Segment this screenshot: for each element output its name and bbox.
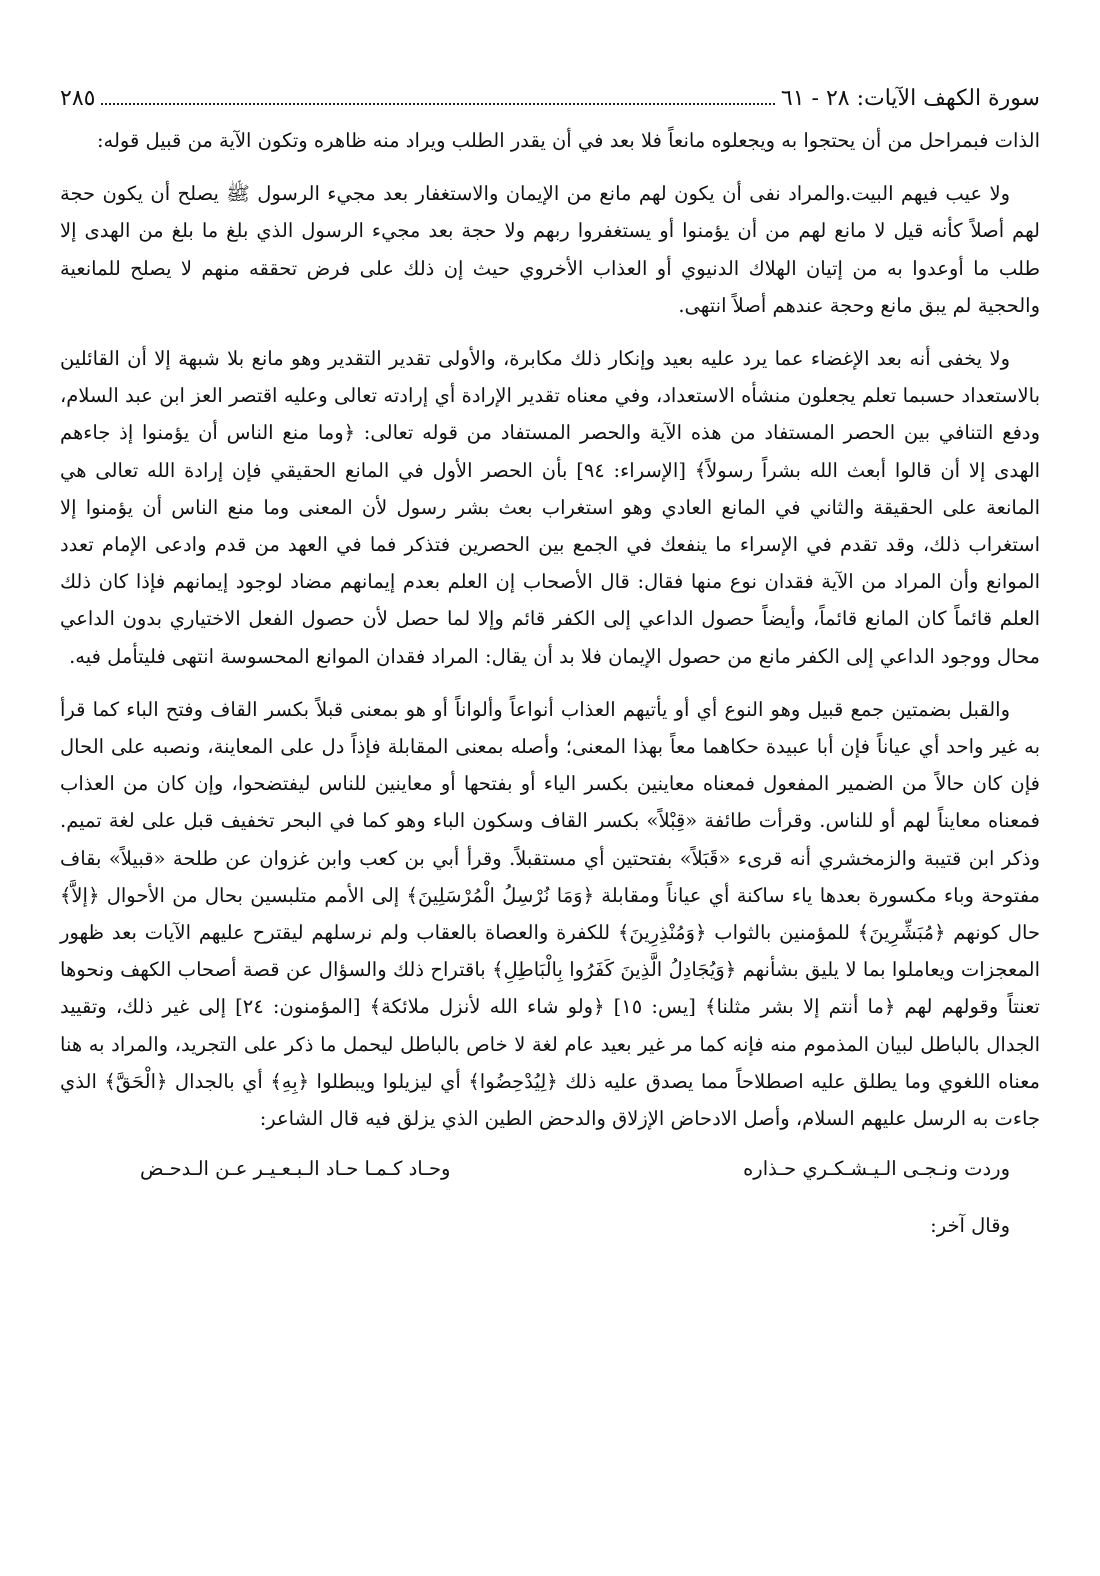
book-page [60,82,1040,1244]
paragraph: ولا عيب فيهم البيت.والمراد نفى أن يكون لهم مانع من الإيمان والاستغفار بعد مجيء الرسول ﷺ يصلح أن يكون حجة لهم أصلاً كأنه قيل لا مانع لهم من أن يؤمنوا أو يستغفروا ربهم ولا حجة بعد مجيء الرسول الذي بلغ ما بلغ من الهدى إلا طلب ما أوعدوا به من إتيان الهلاك الدنيوي أو العذاب الأخروي حيث إن ذلك على فرض تحققه منهم لا يصلح للمانعية والحجية لم يبق مانع وحجة عندهم أصلاً انتهى. [60,182,1040,317]
header-dot-leader [101,103,774,105]
verse-first-hemistich: وردت ونـجـى الـيـشـكـري حـذاره [743,1157,1010,1181]
page-number: ٢٨٥ [60,86,96,111]
header-title: سورة الكهف الآيات: ٢٨ - ٦١ [780,86,1040,111]
running-header [60,82,1040,118]
page-body [60,122,1040,1244]
poetry-verse [60,1149,1040,1189]
paragraph: والقبل بضمتين جمع قبيل وهو النوع أي أو يأتيهم العذاب أنواعاً وألواناً أو هو بمعنى قبلاً بكسر القاف وفتح الباء كما قرأ به غير واحد أي عياناً فإن أبا عبيدة حكاهما معاً بهذا المعنى؛ وأصله بمعنى المقابلة فإذاً دل على المعاينة، ونصبه على الحال فإن كان حالاً من الضمير المفعول فمعناه معاينين بكسر الياء أو بفتحها أو معاينين للناس ليفتضحوا، وإن كان من العذاب فمعناه معايناً لهم أو للناس. وقرأت طائفة «قِبْلاً» بكسر القاف وسكون الباء وهو كما في البحر تخفيف قبل على لغة تميم. وذكر ابن قتيبة والزمخشري أنه قرىء «قَبَلاً» بفتحتين أي مستقبلاً. وقرأ أبي بن كعب وابن غزوان عن طلحة «قبيلاً» بقاف مفتوحة وباء مكسورة بعدها ياء ساكنة أي عياناً ومقابلة ﴿وَمَا نُرْسِلُ الْمُرْسَلِينَ﴾ إلى الأمم متلبسين بحال من الأحوال ﴿إلاَّ﴾ حال كونهم ﴿مُبَشِّرِينَ﴾ للمؤمنين بالثواب ﴿وَمُنْذِرِينَ﴾ للكفرة والعصاة بالعقاب ولم نرسلهم ليقترح عليهم الآيات بعد ظهور المعجزات ويعاملوا بما لا يليق بشأنهم ﴿وَيُجَادِلُ الَّذِينَ كَفَرُوا بِالْبَاطِلِ﴾ باقتراح ذلك والسؤال عن قصة أصحاب الكهف ونحوها تعنتاً وقولهم لهم ﴿ما أنتم إلا بشر مثلنا﴾ [يس: ١٥] ﴿ولو شاء الله لأنزل ملائكة﴾ [المؤمنون: ٢٤] إلى غير ذلك، وتقييد الجدال بالباطل لبيان المذموم منه فإنه كما مر غير بعيد عام لغة لا خاص بالباطل ليحمل ما ذكر على التجريد، والمراد به هنا معناه اللغوي وما يطلق عليه اصطلاحاً مما يصدق عليه ذلك ﴿لِيُدْحِضُوا﴾ أي ليزيلوا ويبطلوا ﴿بِهِ﴾ أي بالجدال ﴿الْحَقَّ﴾ الذي جاءت به الرسل عليهم السلام، وأصل الادحاض الإزلاق والدحض الطين الذي يزلق فيه قال الشاعر: [60,697,1040,1131]
paragraph: ولا يخفى أنه بعد الإغضاء عما يرد عليه بعيد وإنكار ذلك مكابرة، والأولى تقدير التقدير وهو مانع بلا شبهة إلا أن القائلين بالاستعداد حسبما تعلم يجعلون منشأه الاستعداد، وفي معناه تقدير الإرادة أي إرادته تعالى وعليه اقتصر العز ابن عبد السلام، ودفع التنافي بين الحصر المستفاد من هذه الآية والحصر المستفاد من قوله تعالى: ﴿وما منع الناس أن يؤمنوا إذ جاءهم الهدى إلا أن قالوا أبعث الله بشراً رسولاً﴾ [الإسراء: ٩٤] بأن الحصر الأول في المانع الحقيقي فإن إرادة الله تعالى هي المانعة على الحقيقة والثاني في المانع العادي وهو استغراب بعث بشر رسول لأن المعنى وما منع الناس أن يؤمنوا إلا استغراب ذلك، وقد تقدم في الإسراء ما ينفعك في الجمع بين الحصرين فتذكر فما في العهد من قدم وادعى الإمام تعدد الموانع وأن المراد من الآية فقدان نوع منها فقال: قال الأصحاب إن العلم بعدم إيمانهم مضاد لوجود إيمانهم فإذا كان ذلك العلم قائماً كان المانع قائماً، وأيضاً حصول الداعي إلى الكفر قائم وإلا لما حصل لأن حصول الفعل الاختياري بدون الداعي محال ووجود الداعي إلى الكفر مانع من حصول الإيمان فلا بد أن يقال: المراد فقدان الموانع المحسوسة انتهى فليتأمل فيه. [60,347,1041,668]
closing-line: وقال آخر: [930,1214,1010,1238]
verse-second-hemistich: وحـاد كـمـا حـاد الـبـعـيـر عـن الـدحـض [140,1157,451,1181]
paragraph-continuation: الذات فبمراحل من أن يحتجوا به ويجعلوه مانعاً فلا بعد في أن يقدر الطلب ويراد منه ظاهره وتكون الآية من قبيل قوله: [96,129,1040,152]
